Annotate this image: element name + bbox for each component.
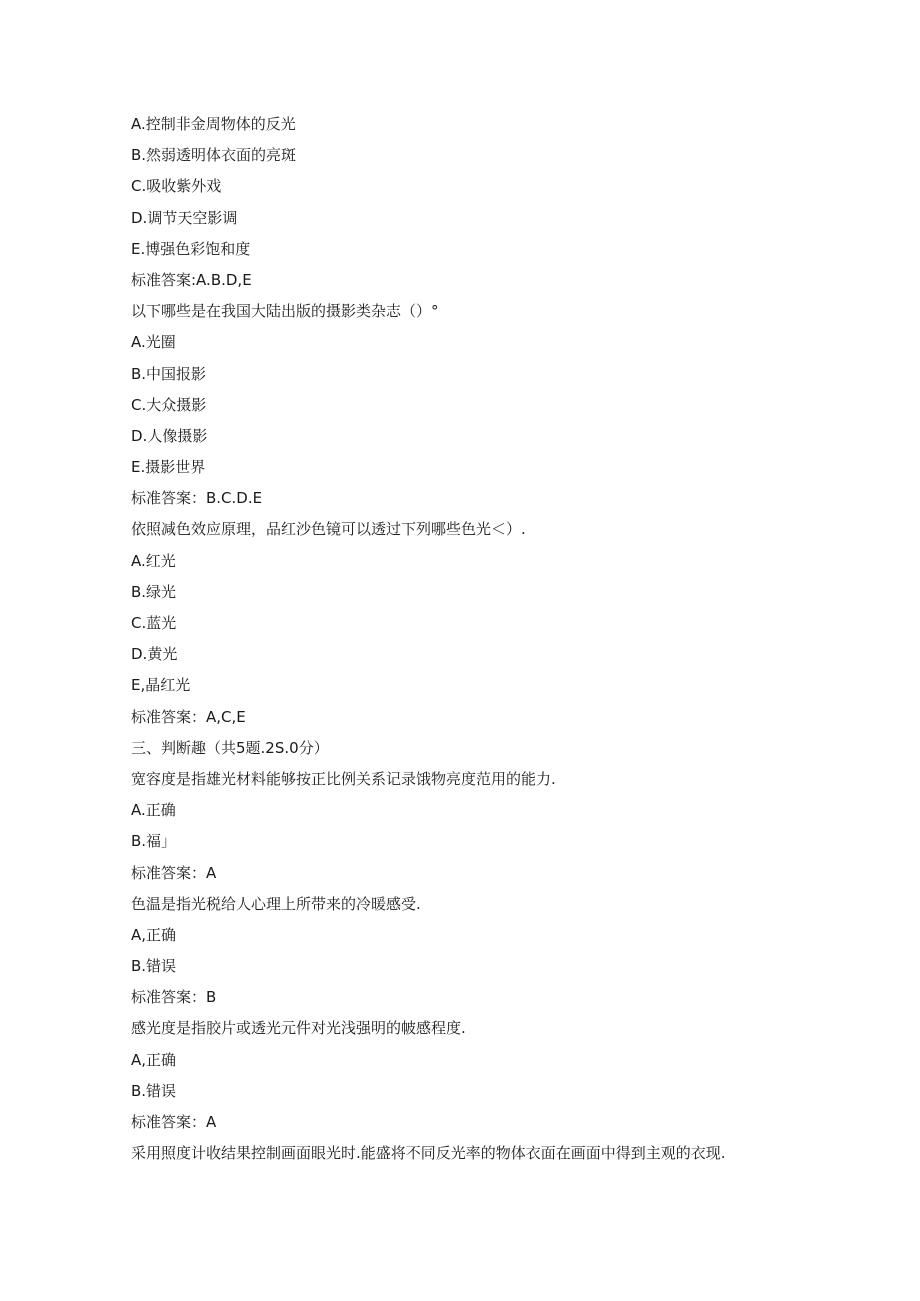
option-line: A.红光 bbox=[131, 551, 176, 570]
option-line: B.错误 bbox=[131, 957, 177, 976]
option-line: E,晶红光 bbox=[131, 676, 191, 695]
option-line: A,正确 bbox=[131, 1050, 177, 1069]
question-line: 依照减色效应原理，品红沙色镜可以透过下列哪些色光＜）. bbox=[131, 520, 526, 539]
section-heading: 三、判断趣（共5题.2S.0分） bbox=[131, 738, 329, 757]
option-line: B.中国报影 bbox=[131, 364, 207, 383]
question-line: 宽容度是指雄光材料能够按正比例关系记录饿物亮度范用的能力. bbox=[131, 769, 556, 788]
answer-line: 标准答案:A.B.D,E bbox=[131, 270, 252, 289]
option-line: C.吸收紫外戏 bbox=[131, 177, 222, 196]
option-line: E.摄影世界 bbox=[131, 458, 206, 477]
option-line: D.人像摄影 bbox=[131, 426, 208, 445]
answer-line: 标准答案：A,C,E bbox=[131, 707, 246, 726]
option-line: B.错误 bbox=[131, 1081, 177, 1100]
question-line: 感光度是指胶片或透光元件对光浅强明的帔感程度. bbox=[131, 1019, 466, 1038]
option-line: A,正确 bbox=[131, 925, 177, 944]
option-line: B.绿光 bbox=[131, 582, 177, 601]
option-line: A.正确 bbox=[131, 801, 176, 820]
option-line: E.博强色彩饱和度 bbox=[131, 239, 251, 258]
option-line: C.大众摄影 bbox=[131, 395, 207, 414]
question-line: 采用照度计收结果控制画面眼光时.能盛将不同反光率的物体衣面在画面中得到主观的衣现. bbox=[131, 1144, 726, 1163]
option-line: D.调节天空影调 bbox=[131, 208, 238, 227]
answer-line: 标准答案：B bbox=[131, 988, 217, 1007]
question-text-block bbox=[131, 112, 891, 1172]
option-line: A.光圈 bbox=[131, 333, 176, 352]
option-line: C.蓝光 bbox=[131, 614, 177, 632]
answer-line: 标准答案：A bbox=[131, 863, 217, 882]
option-line: B.然弱透明体衣面的亮斑 bbox=[131, 146, 297, 165]
question-line: 色温是指光税给人心理上所带来的冷暖感受. bbox=[131, 894, 421, 913]
option-line: D.黄光 bbox=[131, 645, 178, 664]
option-line: A.控制非金周物体的反光 bbox=[131, 115, 296, 133]
answer-line: 标准答案：A bbox=[131, 1113, 217, 1131]
option-line: B.福」 bbox=[131, 832, 177, 851]
question-line: 以下哪些是在我国大陆出版的摄影类杂志（）° bbox=[131, 302, 439, 321]
answer-line: 标准答案：B.C.D.E bbox=[131, 489, 263, 508]
